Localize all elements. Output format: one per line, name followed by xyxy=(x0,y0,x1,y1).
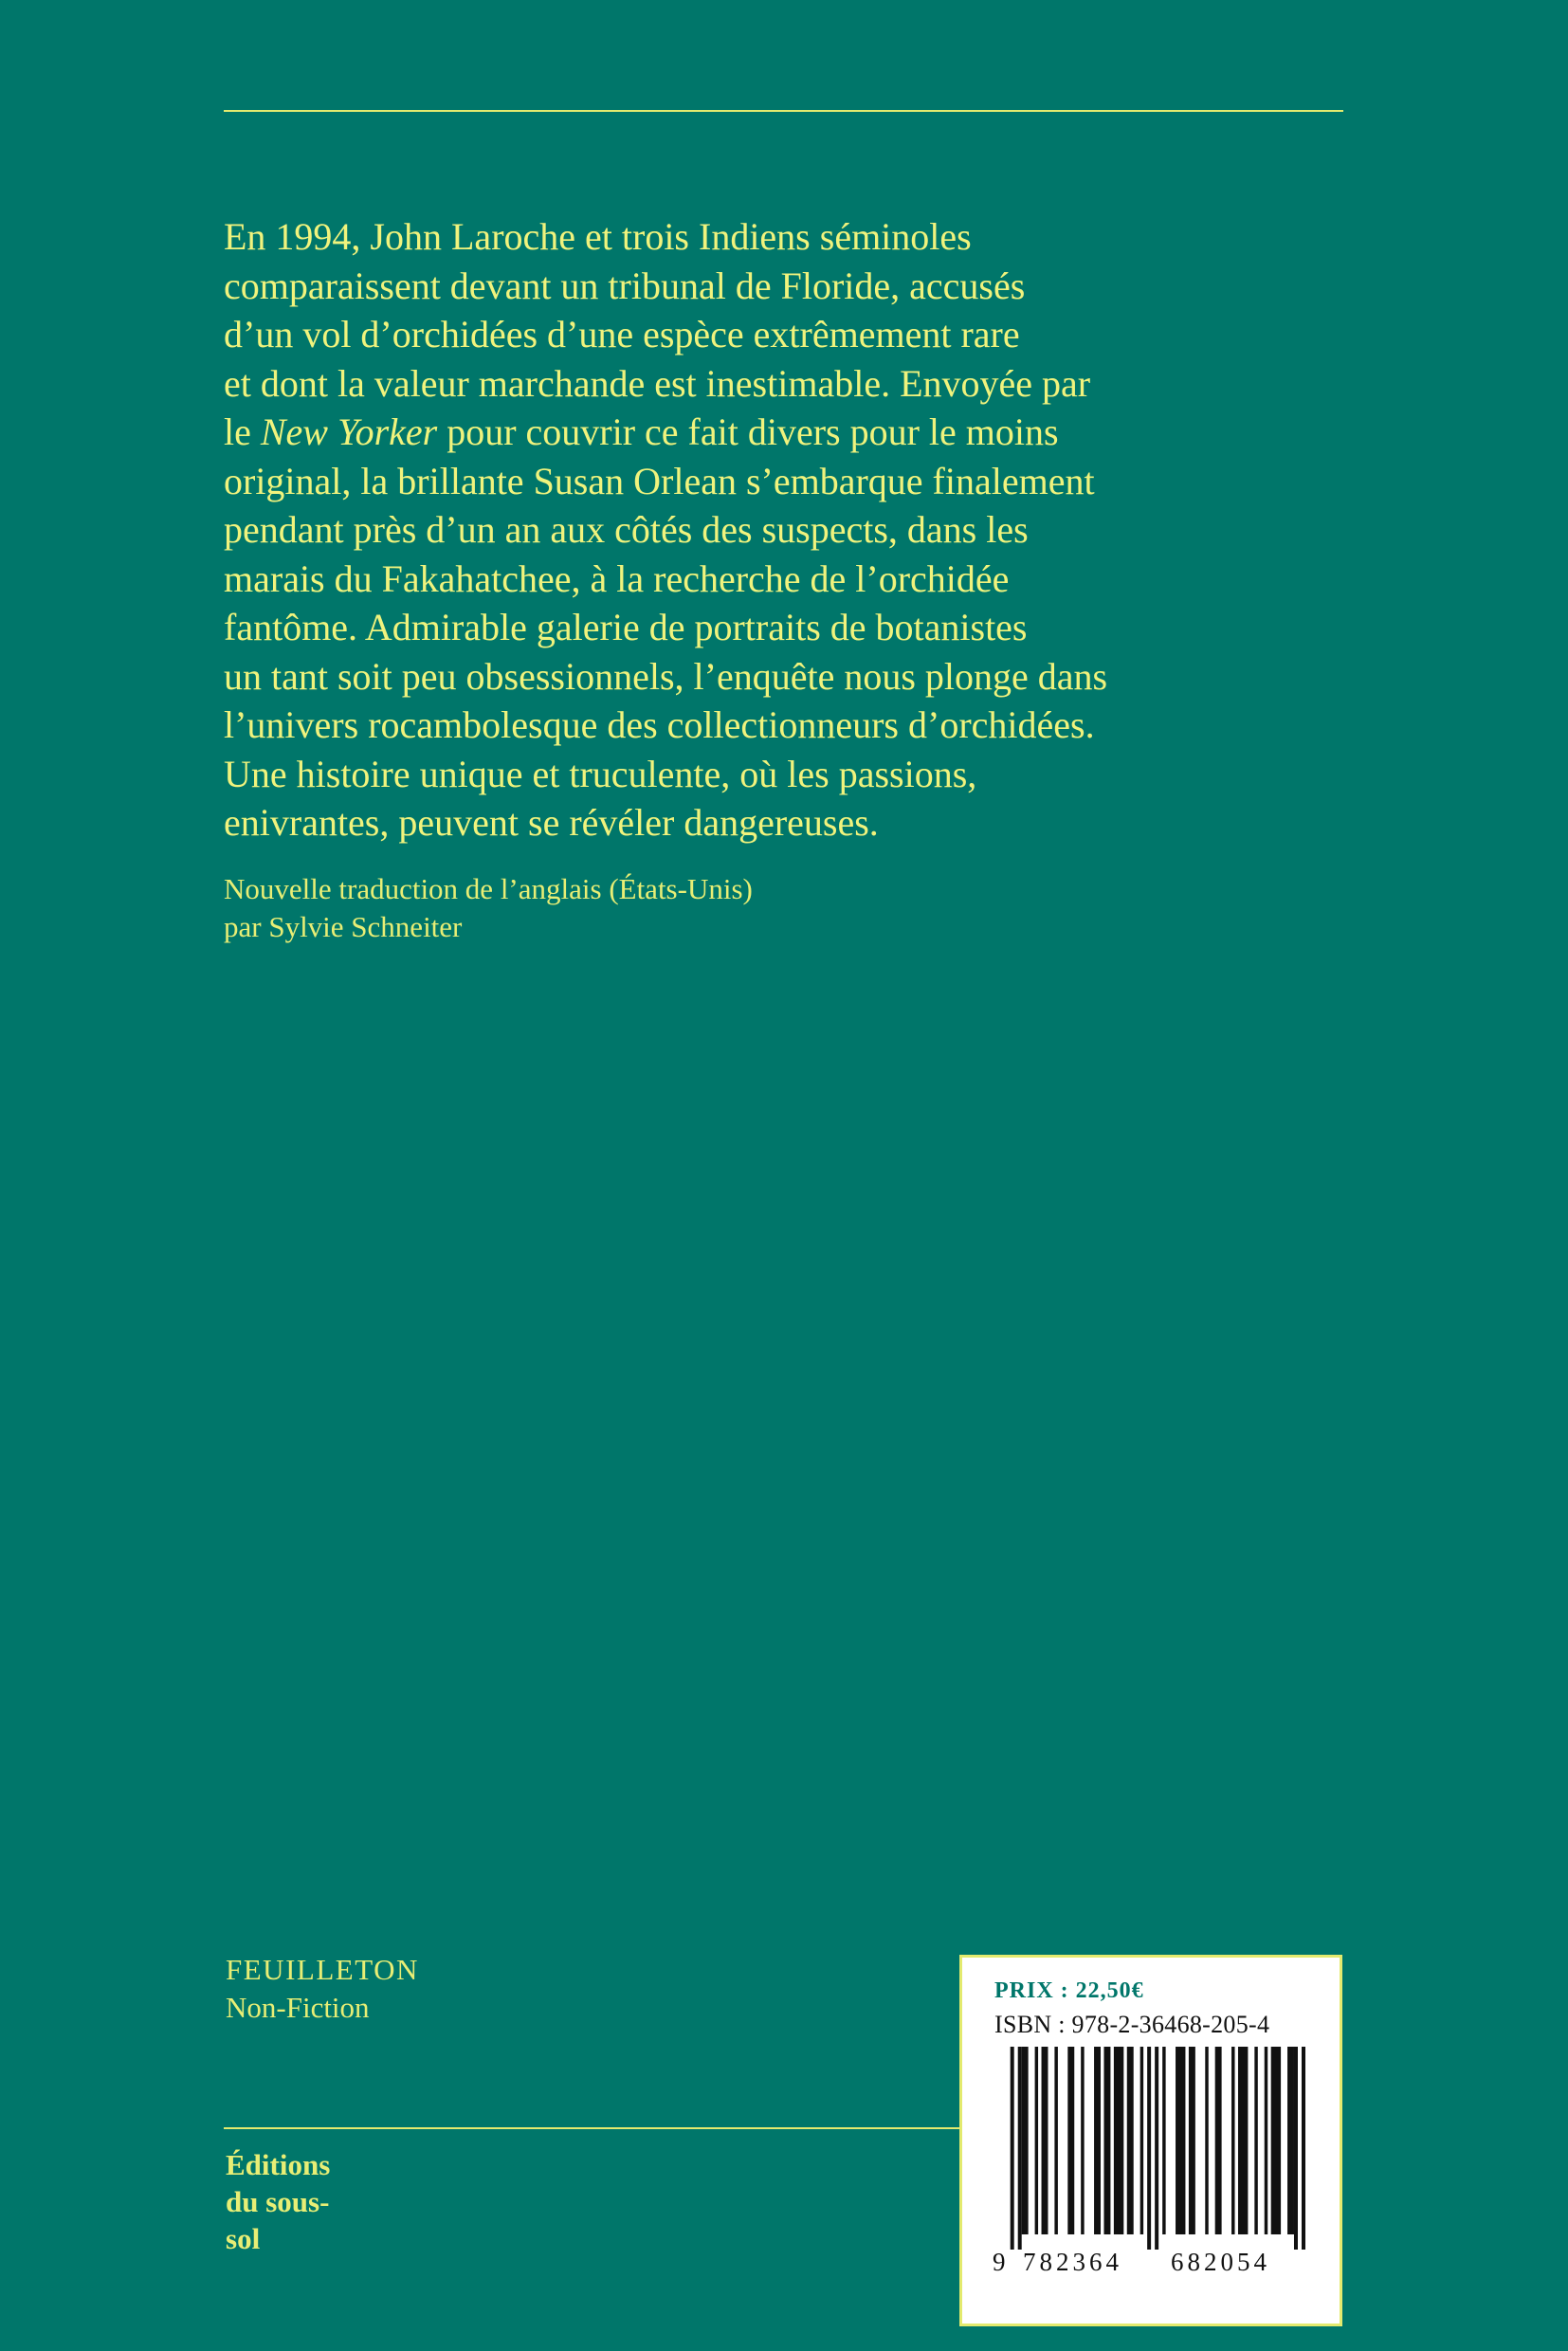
barcode-panel xyxy=(959,1955,1342,2326)
barcode-bar xyxy=(1094,2047,1101,2234)
barcode-bar xyxy=(1054,2047,1057,2234)
credit-line: Nouvelle traduction de l’anglais (États-Unis) xyxy=(224,872,753,905)
barcode-bar xyxy=(1215,2047,1222,2234)
barcode-digit-lead: 9 xyxy=(993,2248,1006,2276)
publisher-line: sol xyxy=(226,2222,261,2255)
barcode-bar xyxy=(1254,2047,1257,2234)
barcode-bar xyxy=(1205,2047,1208,2234)
blurb-line: marais du Fakahatchee, à la recherche de l’orchidée xyxy=(224,556,1010,600)
barcode-bar xyxy=(1189,2047,1195,2234)
barcode-bar xyxy=(1035,2047,1038,2234)
price-label: PRIX : 22,50€ xyxy=(994,1978,1144,2003)
barcode-bar xyxy=(1011,2047,1014,2250)
barcode-bar xyxy=(1103,2047,1110,2234)
blurb-line: enivrantes, peuvent se révéler dangereuses. xyxy=(224,801,879,844)
barcode-bar xyxy=(1042,2047,1048,2234)
blurb-line: Une histoire unique et truculente, où les passions, xyxy=(224,752,977,795)
barcode-bar xyxy=(1022,2047,1029,2234)
barcode-bar xyxy=(1302,2047,1305,2250)
blurb-line: un tant soit peu obsessionnels, l’enquête nous plonge dans xyxy=(224,654,1108,698)
publisher-line: du sous- xyxy=(226,2185,330,2218)
blurb-line: original, la brillante Susan Orlean s’embarque finalement xyxy=(224,459,1095,502)
barcode-bar xyxy=(1287,2047,1294,2234)
blurb-line: l’univers rocambolesque des collectionneurs d’orchidées. xyxy=(224,703,1095,746)
top-divider xyxy=(224,110,1343,112)
barcode-bar xyxy=(1147,2047,1151,2250)
blurb-line: et dont la valeur marchande est inestimable. Envoyée par xyxy=(224,361,1091,405)
barcode-bar xyxy=(1067,2047,1074,2234)
blurb-line: comparaissent devant un tribunal de Floride, accusés xyxy=(224,264,1026,307)
barcode-bar xyxy=(1127,2047,1134,2234)
blurb-line: En 1994, John Laroche et trois Indiens séminoles xyxy=(224,215,972,258)
barcode-digit-group: 782364 xyxy=(1023,2248,1122,2276)
barcode-bar xyxy=(1271,2047,1281,2234)
isbn-label: ISBN : 978-2-36468-205-4 xyxy=(994,2011,1270,2038)
barcode-bar xyxy=(1140,2047,1143,2234)
barcode-bar xyxy=(1155,2047,1158,2250)
barcode-icon xyxy=(993,2047,1315,2250)
barcode-bar xyxy=(1162,2047,1165,2234)
blurb-line: fantôme. Admirable galerie de portraits de botanistes xyxy=(224,606,1028,648)
back-cover-blurb xyxy=(224,212,1323,847)
series-label xyxy=(226,1951,419,2027)
barcode-bar xyxy=(1114,2047,1123,2234)
barcode-bar xyxy=(1018,2047,1022,2250)
blurb-text: pour couvrir ce fait divers pour le moins xyxy=(437,410,1059,453)
blurb-text: le xyxy=(224,410,261,453)
barcode-digits xyxy=(993,2248,1315,2277)
barcode-digit-group: 682054 xyxy=(1171,2248,1270,2276)
translation-credit xyxy=(224,870,753,946)
barcode-bar xyxy=(1238,2047,1248,2234)
barcode-bar xyxy=(1294,2047,1298,2250)
bottom-divider xyxy=(224,2127,959,2129)
series-name: FEUILLETON xyxy=(226,1953,419,1986)
barcode-bar xyxy=(1081,2047,1084,2234)
barcode-bar xyxy=(1176,2047,1185,2234)
blurb-line: pendant près d’un an aux côtés des suspects, dans les xyxy=(224,508,1029,551)
magazine-title: New Yorker xyxy=(260,410,438,453)
barcode-bar xyxy=(1265,2047,1267,2234)
blurb-line xyxy=(224,408,1323,457)
publisher-line: Éditions xyxy=(226,2148,331,2181)
series-category: Non-Fiction xyxy=(226,1991,370,2024)
publisher-name xyxy=(226,2146,330,2257)
blurb-line: d’un vol d’orchidées d’une espèce extrêmement rare xyxy=(224,313,1020,355)
barcode-bar xyxy=(1231,2047,1234,2234)
translator-name: par Sylvie Schneiter xyxy=(224,910,463,943)
